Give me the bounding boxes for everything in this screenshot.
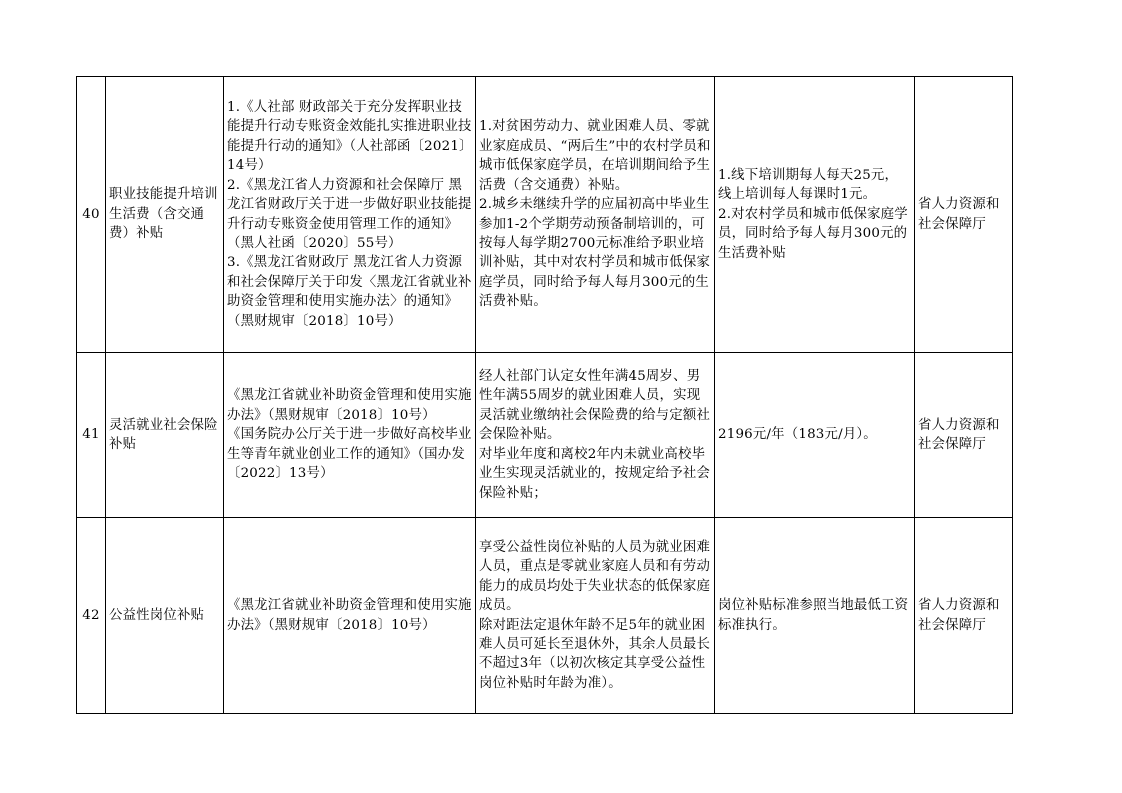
policy-basis bbox=[224, 77, 476, 353]
responsible-department: 省人力资源和社会保障厅 bbox=[915, 77, 1013, 353]
subsidy-name: 公益性岗位补贴 bbox=[106, 518, 224, 714]
subsidy-name: 职业技能提升培训生活费（含交通费）补贴 bbox=[106, 77, 224, 353]
standard-item: 1.线下培训期每人每天25元，线上培训每人每课时1元。 bbox=[718, 167, 899, 203]
table-row bbox=[77, 77, 1013, 353]
responsible-department: 省人力资源和社会保障厅 bbox=[915, 353, 1013, 518]
policy-basis-item: 《黑龙江省就业补助资金管理和使用实施办法》（黑财规审〔2018〕10号） bbox=[227, 598, 472, 633]
standard-item: 2196元/年（183元/月）。 bbox=[718, 427, 877, 443]
condition-item: 享受公益性岗位补贴的人员为就业困难人员，重点是零就业家庭人员和有劳动能力的成员均处于失业状态的低保家庭成员。 bbox=[479, 539, 711, 614]
condition-item: 2.城乡未继续升学的应届初高中毕业生参加1-2个学期劳动预备制培训的，可按每人每学期2700元标准给予职业培训补贴，其中对农村学员和城市低保家庭学员，同时给予每人每月300元的生活费补贴。 bbox=[479, 197, 711, 310]
policy-basis-item: 1.《人社部 财政部关于充分发挥职业技能提升行动专账资金效能扎实推进职业技能提升行动的通知》（人社部函〔2021〕14号） bbox=[227, 100, 472, 174]
responsible-department: 省人力资源和社会保障厅 bbox=[915, 518, 1013, 714]
row-number: 42 bbox=[77, 518, 106, 714]
policy-basis bbox=[224, 518, 476, 714]
subsidy-name: 灵活就业社会保险补贴 bbox=[106, 353, 224, 518]
condition-item: 1.对贫困劳动力、就业困难人员、零就业家庭成员、“两后生”中的农村学员和城市低保家庭学员，在培训期间给予生活费（含交通费）补贴。 bbox=[479, 119, 711, 193]
policy-basis-item: 《国务院办公厅关于进一步做好高校毕业生等青年就业创业工作的通知》（国办发〔2022〕13号） bbox=[227, 427, 472, 482]
eligibility-conditions bbox=[476, 77, 715, 353]
eligibility-conditions bbox=[476, 353, 715, 518]
condition-item: 除对距法定退休年龄不足5年的就业困难人员可延长至退休外，其余人员最长不超过3年（以初次核定其享受公益性岗位补贴时年龄为准）。 bbox=[479, 617, 711, 691]
eligibility-conditions bbox=[476, 518, 715, 714]
condition-item: 经人社部门认定女性年满45周岁、男性年满55周岁的就业困难人员，实现灵活就业缴纳社会保险费的给与定额社会保险补贴。 bbox=[479, 369, 711, 443]
table-row bbox=[77, 518, 1013, 714]
subsidy-standard bbox=[715, 518, 915, 714]
policy-basis-item: 3.《黑龙江省财政厅 黑龙江省人力资源和社会保障厅关于印发〈黑龙江省就业补助资金管理和使用实施办法〉的通知》（黑财规审〔2018〕10号） bbox=[227, 255, 472, 329]
standard-item: 岗位补贴标准参照当地最低工资标准执行。 bbox=[718, 598, 909, 633]
subsidy-policy-table bbox=[76, 76, 1013, 714]
subsidy-standard bbox=[715, 353, 915, 518]
policy-basis bbox=[224, 353, 476, 518]
policy-basis-item: 2.《黑龙江省人力资源和社会保障厅 黑龙江省财政厅关于进一步做好职业技能提升行动专账资金使用管理工作的通知》（黑人社函〔2020〕55号） bbox=[227, 177, 472, 251]
table-row bbox=[77, 353, 1013, 518]
standard-item: 2.对农村学员和城市低保家庭学员，同时给予每人每月300元的生活费补贴 bbox=[718, 206, 908, 261]
condition-item: 对毕业年度和离校2年内未就业高校毕业生实现灵活就业的，按规定给予社会保险补贴； bbox=[479, 446, 711, 501]
policy-basis-item: 《黑龙江省就业补助资金管理和使用实施办法》（黑财规审〔2018〕10号） bbox=[227, 388, 472, 423]
subsidy-standard bbox=[715, 77, 915, 353]
row-number: 40 bbox=[77, 77, 106, 353]
row-number: 41 bbox=[77, 353, 106, 518]
